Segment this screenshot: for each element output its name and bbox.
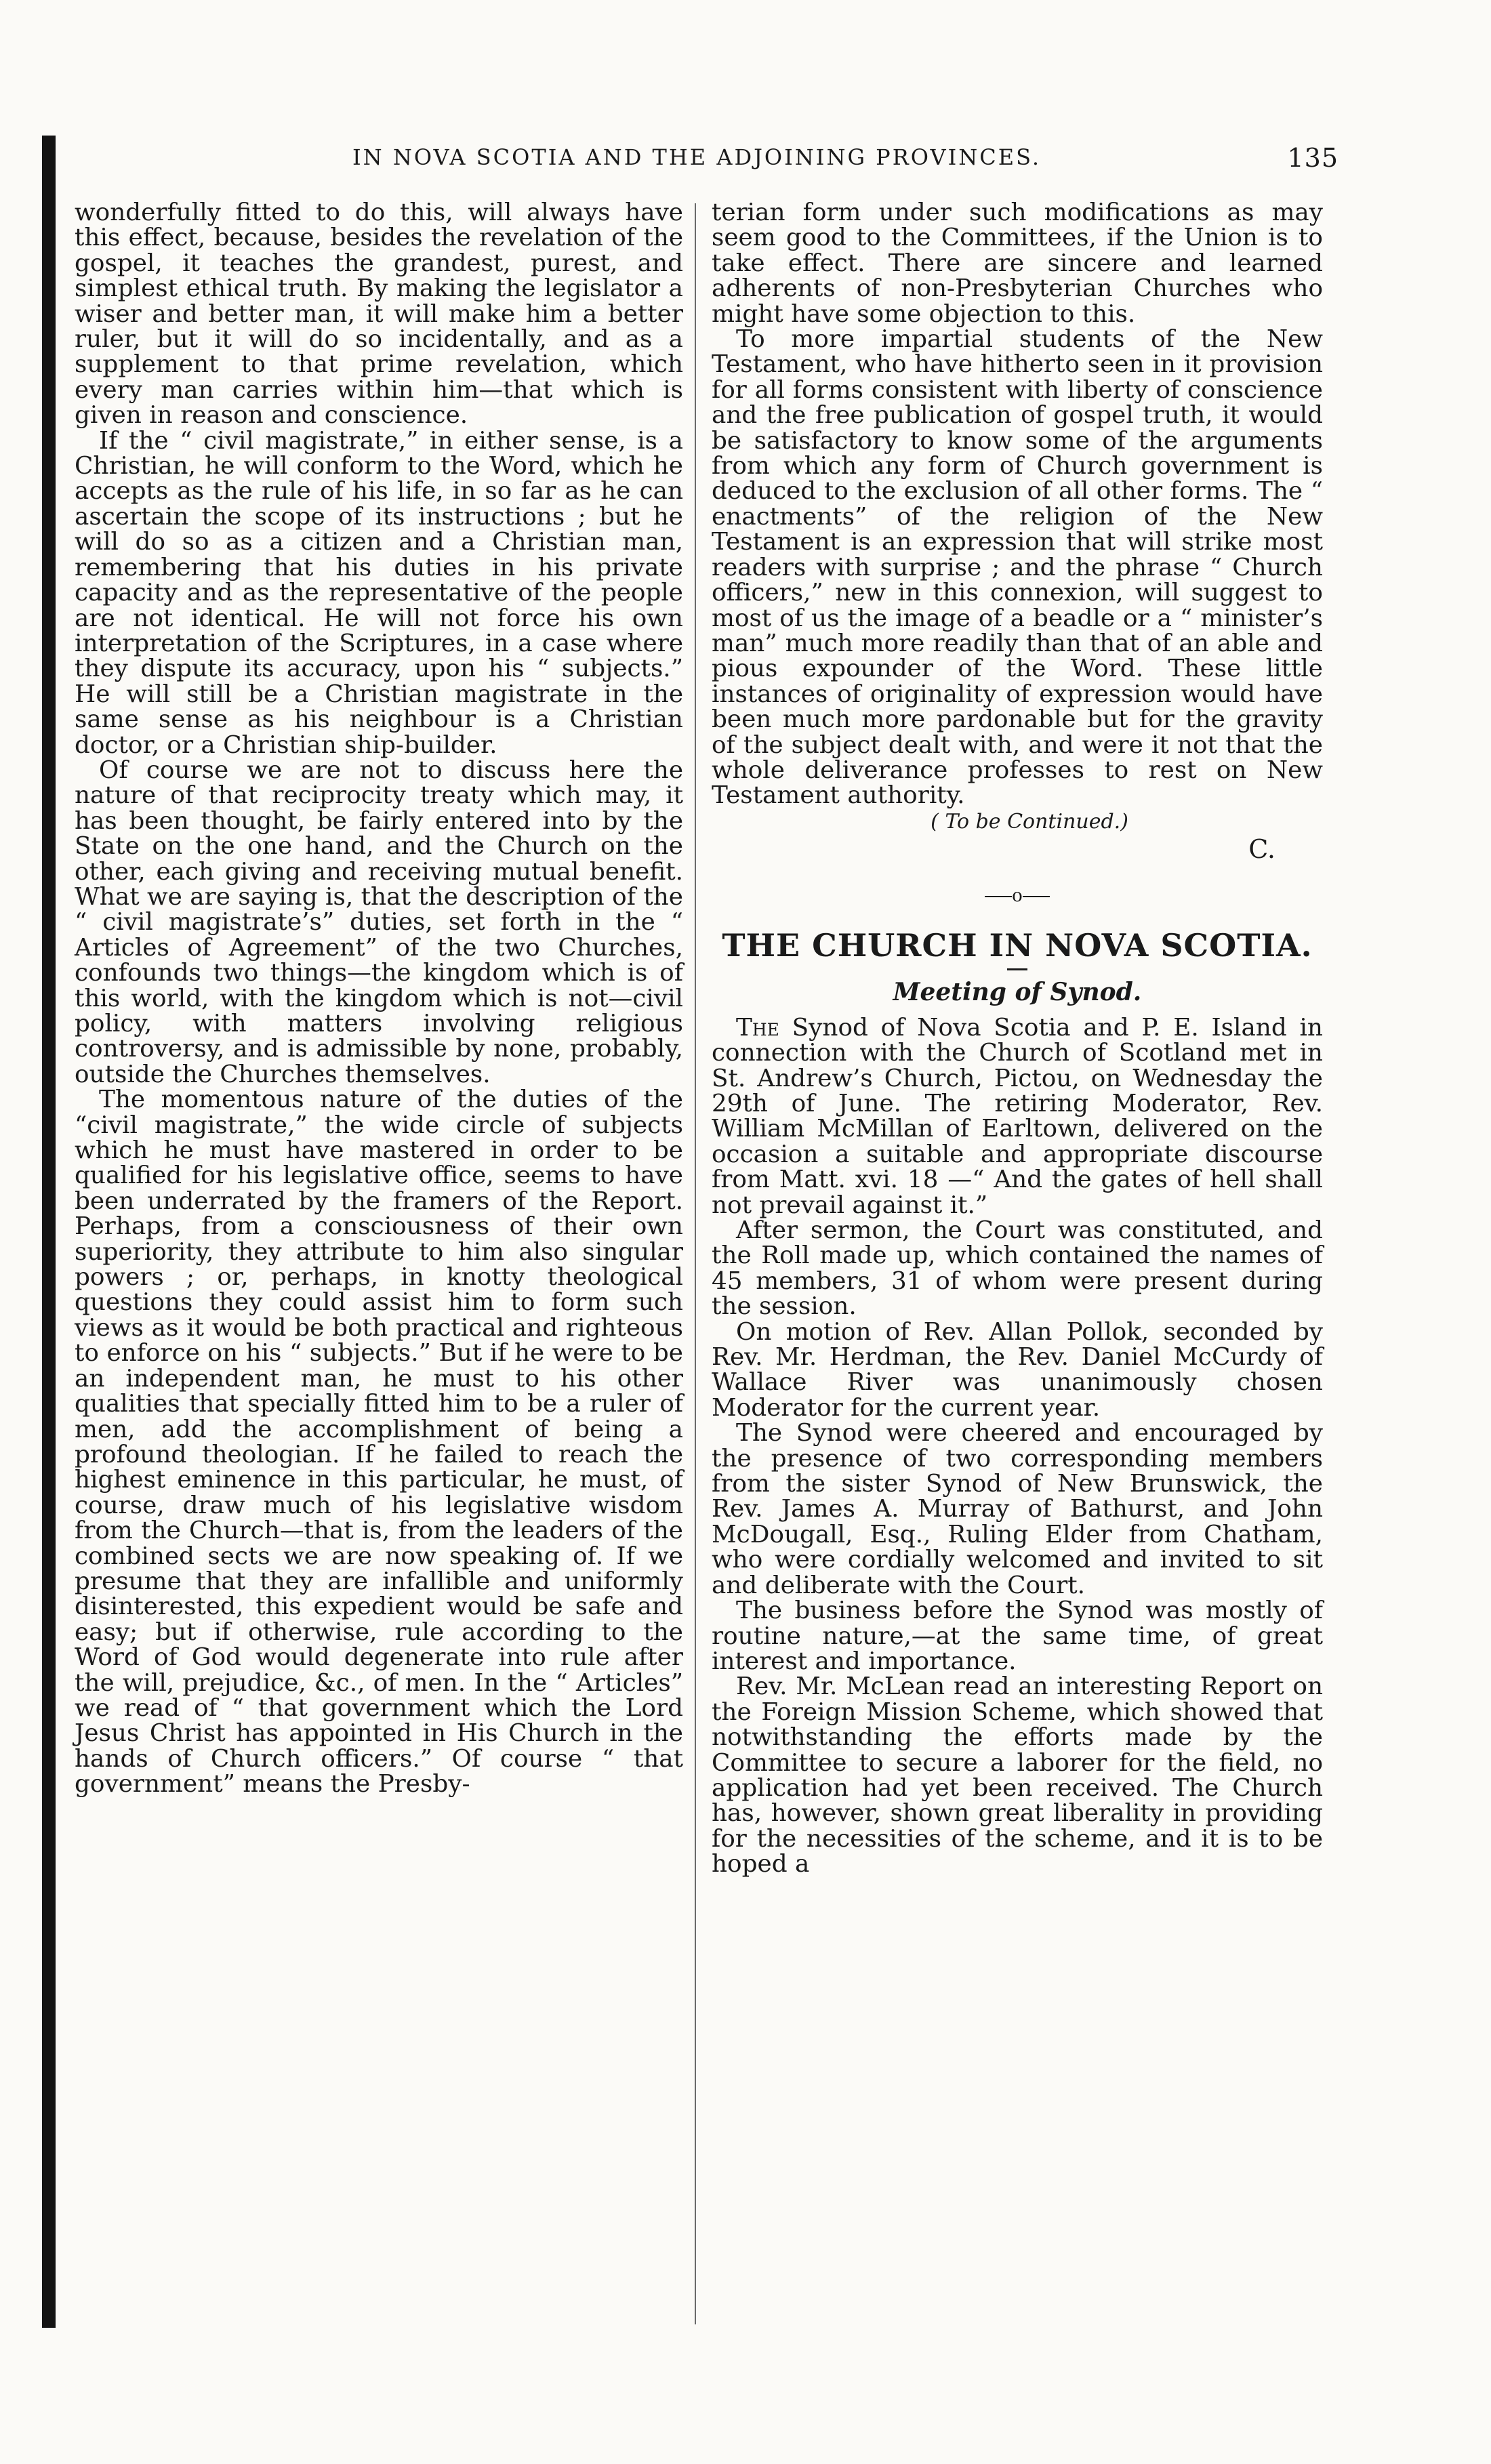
right-paragraph-8: Rev. Mr. McLean read an interesting Report on the Foreign Mission Scheme, which showed that notwithstanding the efforts made by the Committee to secure a laborer for the field, no application had yet been received. The Church has, however, shown great liberality in providing for the necessities of the scheme, and it is to be hoped a bbox=[712, 1672, 1323, 1878]
column-divider bbox=[695, 203, 696, 2324]
lead-word: The bbox=[736, 1013, 779, 1042]
right-paragraph-4: After sermon, the Court was constituted, and the Roll made up, which contained the names of 45 members, 31 of whom were present during the session. bbox=[712, 1216, 1323, 1321]
right-paragraph-1: terian form under such modifications as may seem good to the Committees, if the Union is to take effect. There are sincere and learned adherents of non-Presbyterian Churches who might have some objection to this. bbox=[712, 199, 1323, 328]
right-paragraph-2: To more impartial students of the New Testament, who have hitherto seen in it provision for all forms consistent with liberty of conscience and the free publication of gospel truth, it would be satisfactory to know some of the arguments from which any form of Church government is deduced to the exclusion of all other forms. The “ enactments” of the religion of the New Testament is an expression that will strike most readers with surprise ; and the phrase “ Church officers,” new in this connexion, will suggest to most of us the image of a beadle or a “ minister’s man” much more readily than that of an able and pious expounder of the Word. These little instances of originality of expression would have been much more pardonable but for the gravity of the subject dealt with, and were it not that the whole deliverance professes to rest on New Testament authority. bbox=[712, 325, 1323, 810]
separator-glyph: o bbox=[1012, 885, 1023, 906]
page-number: 135 bbox=[1287, 143, 1339, 173]
left-paragraph-1: wonderfully fitted to do this, will always have this effect, because, besides the revelation of the gospel, it teaches the grandest, purest, and simplest ethical truth. By making the legislator a wiser and better man, it will make him a better ruler, but it will do so incidentally, and as a supplement to that prime revelation, which every man carries within him—that which is given in reason and conscience. bbox=[75, 199, 683, 430]
right-paragraph-3-text: Synod of Nova Scotia and P. E. Island in connection with the Church of Scotland met in St. Andrew’s Church, Pictou, on Wednesday the 29th of June. The retiring Moderator, Rev. William McMillan of Earltown, delivered on the occasion a suitable and appropriate discourse from Matt. xvi. 18 —“ And the gates of hell shall not prevail against it.” bbox=[712, 1013, 1323, 1219]
right-paragraph-7: The business before the Synod was mostly of routine nature,—at the same time, of great interest and importance. bbox=[712, 1597, 1323, 1675]
right-paragraph-6: The Synod were cheered and encouraged by the presence of two corresponding members from the sister Synod of New Brunswick, the Rev. James A. Murray of Bathurst, and John McDougall, Esq., Ruling Elder from Chatham, who were cordially welcomed and invited to sit and deliberate with the Court. bbox=[712, 1419, 1323, 1599]
right-paragraph-5: On motion of Rev. Allan Pollok, seconded by Rev. Mr. Herdman, the Rev. Daniel McCurdy of Wallace River was unanimously chosen Moderator for the current year. bbox=[712, 1317, 1323, 1422]
to-be-continued-note: ( To be Continued.) bbox=[931, 809, 1128, 834]
author-signature: C. bbox=[1248, 834, 1275, 864]
running-head bbox=[95, 139, 1339, 180]
left-paragraph-2: If the “ civil magistrate,” in either sense, is a Christian, he will conform to the Word, which he accepts as the rule of his life, in so far as he can ascertain the scope of its instructions ; but he will do so as a citizen and a Christian man, remembering that his duties in his private capacity and as the representative of the people are not identical. He will not force his own interpretation of the Scriptures, in a case where they dispute its accuracy, upon his “ subjects.” He will still be a Christian magistrate in the same sense as his neighbour is a Christian doctor, or a Christian ship-builder. bbox=[75, 426, 683, 759]
right-column bbox=[712, 200, 1323, 1877]
heading-rule bbox=[1007, 968, 1027, 970]
left-column bbox=[75, 200, 683, 1797]
sub-heading: Meeting of Synod. bbox=[893, 977, 1142, 1006]
section-separator bbox=[712, 886, 1323, 906]
binding-edge-shadow bbox=[42, 136, 56, 2328]
left-paragraph-4: The momentous nature of the duties of the “civil magistrate,” the wide circle of subjects which he must have mastered in order to be qualified for his legislative office, seems to have been underrated by the framers of the Report. Perhaps, from a consciousness of their own superiority, they attribute to him also singular powers ; or, perhaps, in knotty theological questions they could assist him to form such views as it would be both practical and righteous to enforce on his “ subjects.” But if he were to be an independent man, he must to his other qualities that specially fitted him to be a ruler of men, add the accomplishment of being a profound theologian. If he failed to reach the highest eminence in this particular, he must, of course, draw much of his legislative wisdom from the Church—that is, from the leaders of the combined sects we are now speaking of. If we presume that they are infallible and uniformly disinterested, this expedient would be safe and easy; but if otherwise, rule according to the Word of God would degenerate into rule after the will, prejudice, &c., of men. In the “ Articles” we read of “ that government which the Lord Jesus Christ has appointed in His Church in the hands of Church officers.” Of course “ that government” means the Presby- bbox=[75, 1086, 683, 1799]
section-heading: THE CHURCH IN NOVA SCOTIA. bbox=[722, 926, 1313, 964]
running-head-title: IN NOVA SCOTIA AND THE ADJOINING PROVINCES. bbox=[352, 144, 1042, 170]
left-paragraph-3: Of course we are not to discuss here the nature of that reciprocity treaty which may, it has been thought, be fairly entered into by the State on the one hand, and the Church on the other, each giving and receiving mutual benefit. What we are saying is, that the description of the “ civil magistrate’s” duties, set forth in the “ Articles of Agreement” of the two Churches, confounds two things—the kingdom which is of this world, with the kingdom which is not—civil policy, with matters involving religious controversy, and is admissible by none, probably, outside the Churches themselves. bbox=[75, 756, 683, 1088]
right-paragraph-3 bbox=[712, 1015, 1323, 1218]
